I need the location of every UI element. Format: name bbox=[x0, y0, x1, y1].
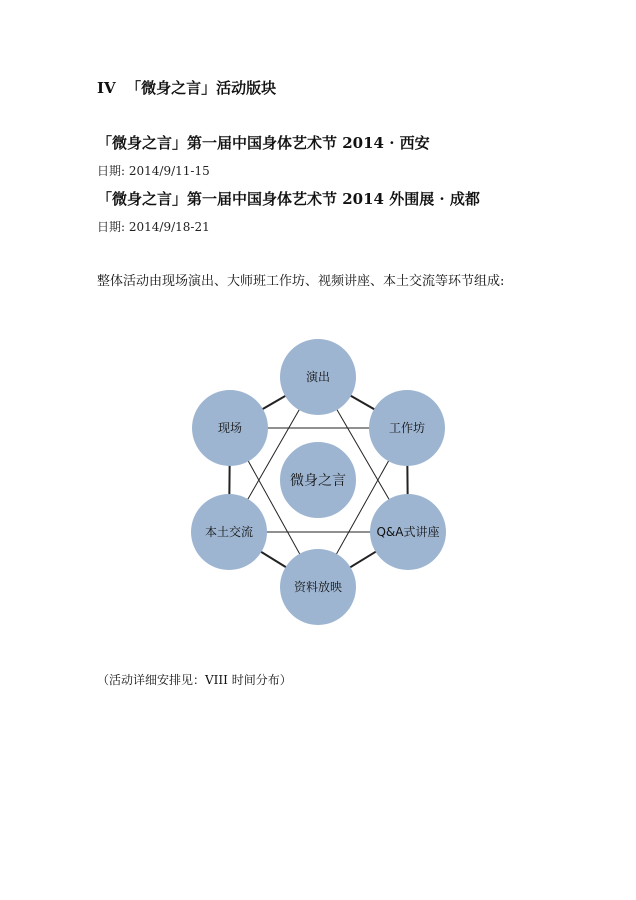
activity-node-label: 资料放映 bbox=[293, 580, 343, 594]
center-node-label: 微身之言 bbox=[290, 473, 346, 489]
event-title-xian: 「微身之言」第一届中国身体艺术节 2014 · 西安 bbox=[97, 134, 430, 152]
date-value: 2014/9/18-21 bbox=[128, 220, 210, 234]
section-number: IV bbox=[97, 79, 116, 97]
date-label: 日期: bbox=[97, 220, 126, 234]
section-title-text: 「微身之言」活动版块 bbox=[126, 79, 277, 97]
activity-node-label: 工作坊 bbox=[388, 421, 426, 435]
schedule-note: （活动详细安排见：VIII 时间分布） bbox=[97, 673, 292, 687]
activity-node-label: 现场 bbox=[217, 421, 243, 435]
activity-node-label: Q&A式讲座 bbox=[376, 525, 440, 539]
date-label: 日期: bbox=[97, 164, 126, 178]
activity-node-label: 演出 bbox=[305, 370, 331, 384]
event-title-chengdu: 「微身之言」第一届中国身体艺术节 2014 外围展 · 成都 bbox=[97, 190, 480, 208]
activity-node-label: 本土交流 bbox=[204, 525, 254, 539]
date-value: 2014/9/11-15 bbox=[128, 164, 210, 178]
intro-paragraph: 整体活动由现场演出、大师班工作坊、视频讲座、本土交流等环节组成: bbox=[97, 274, 505, 289]
